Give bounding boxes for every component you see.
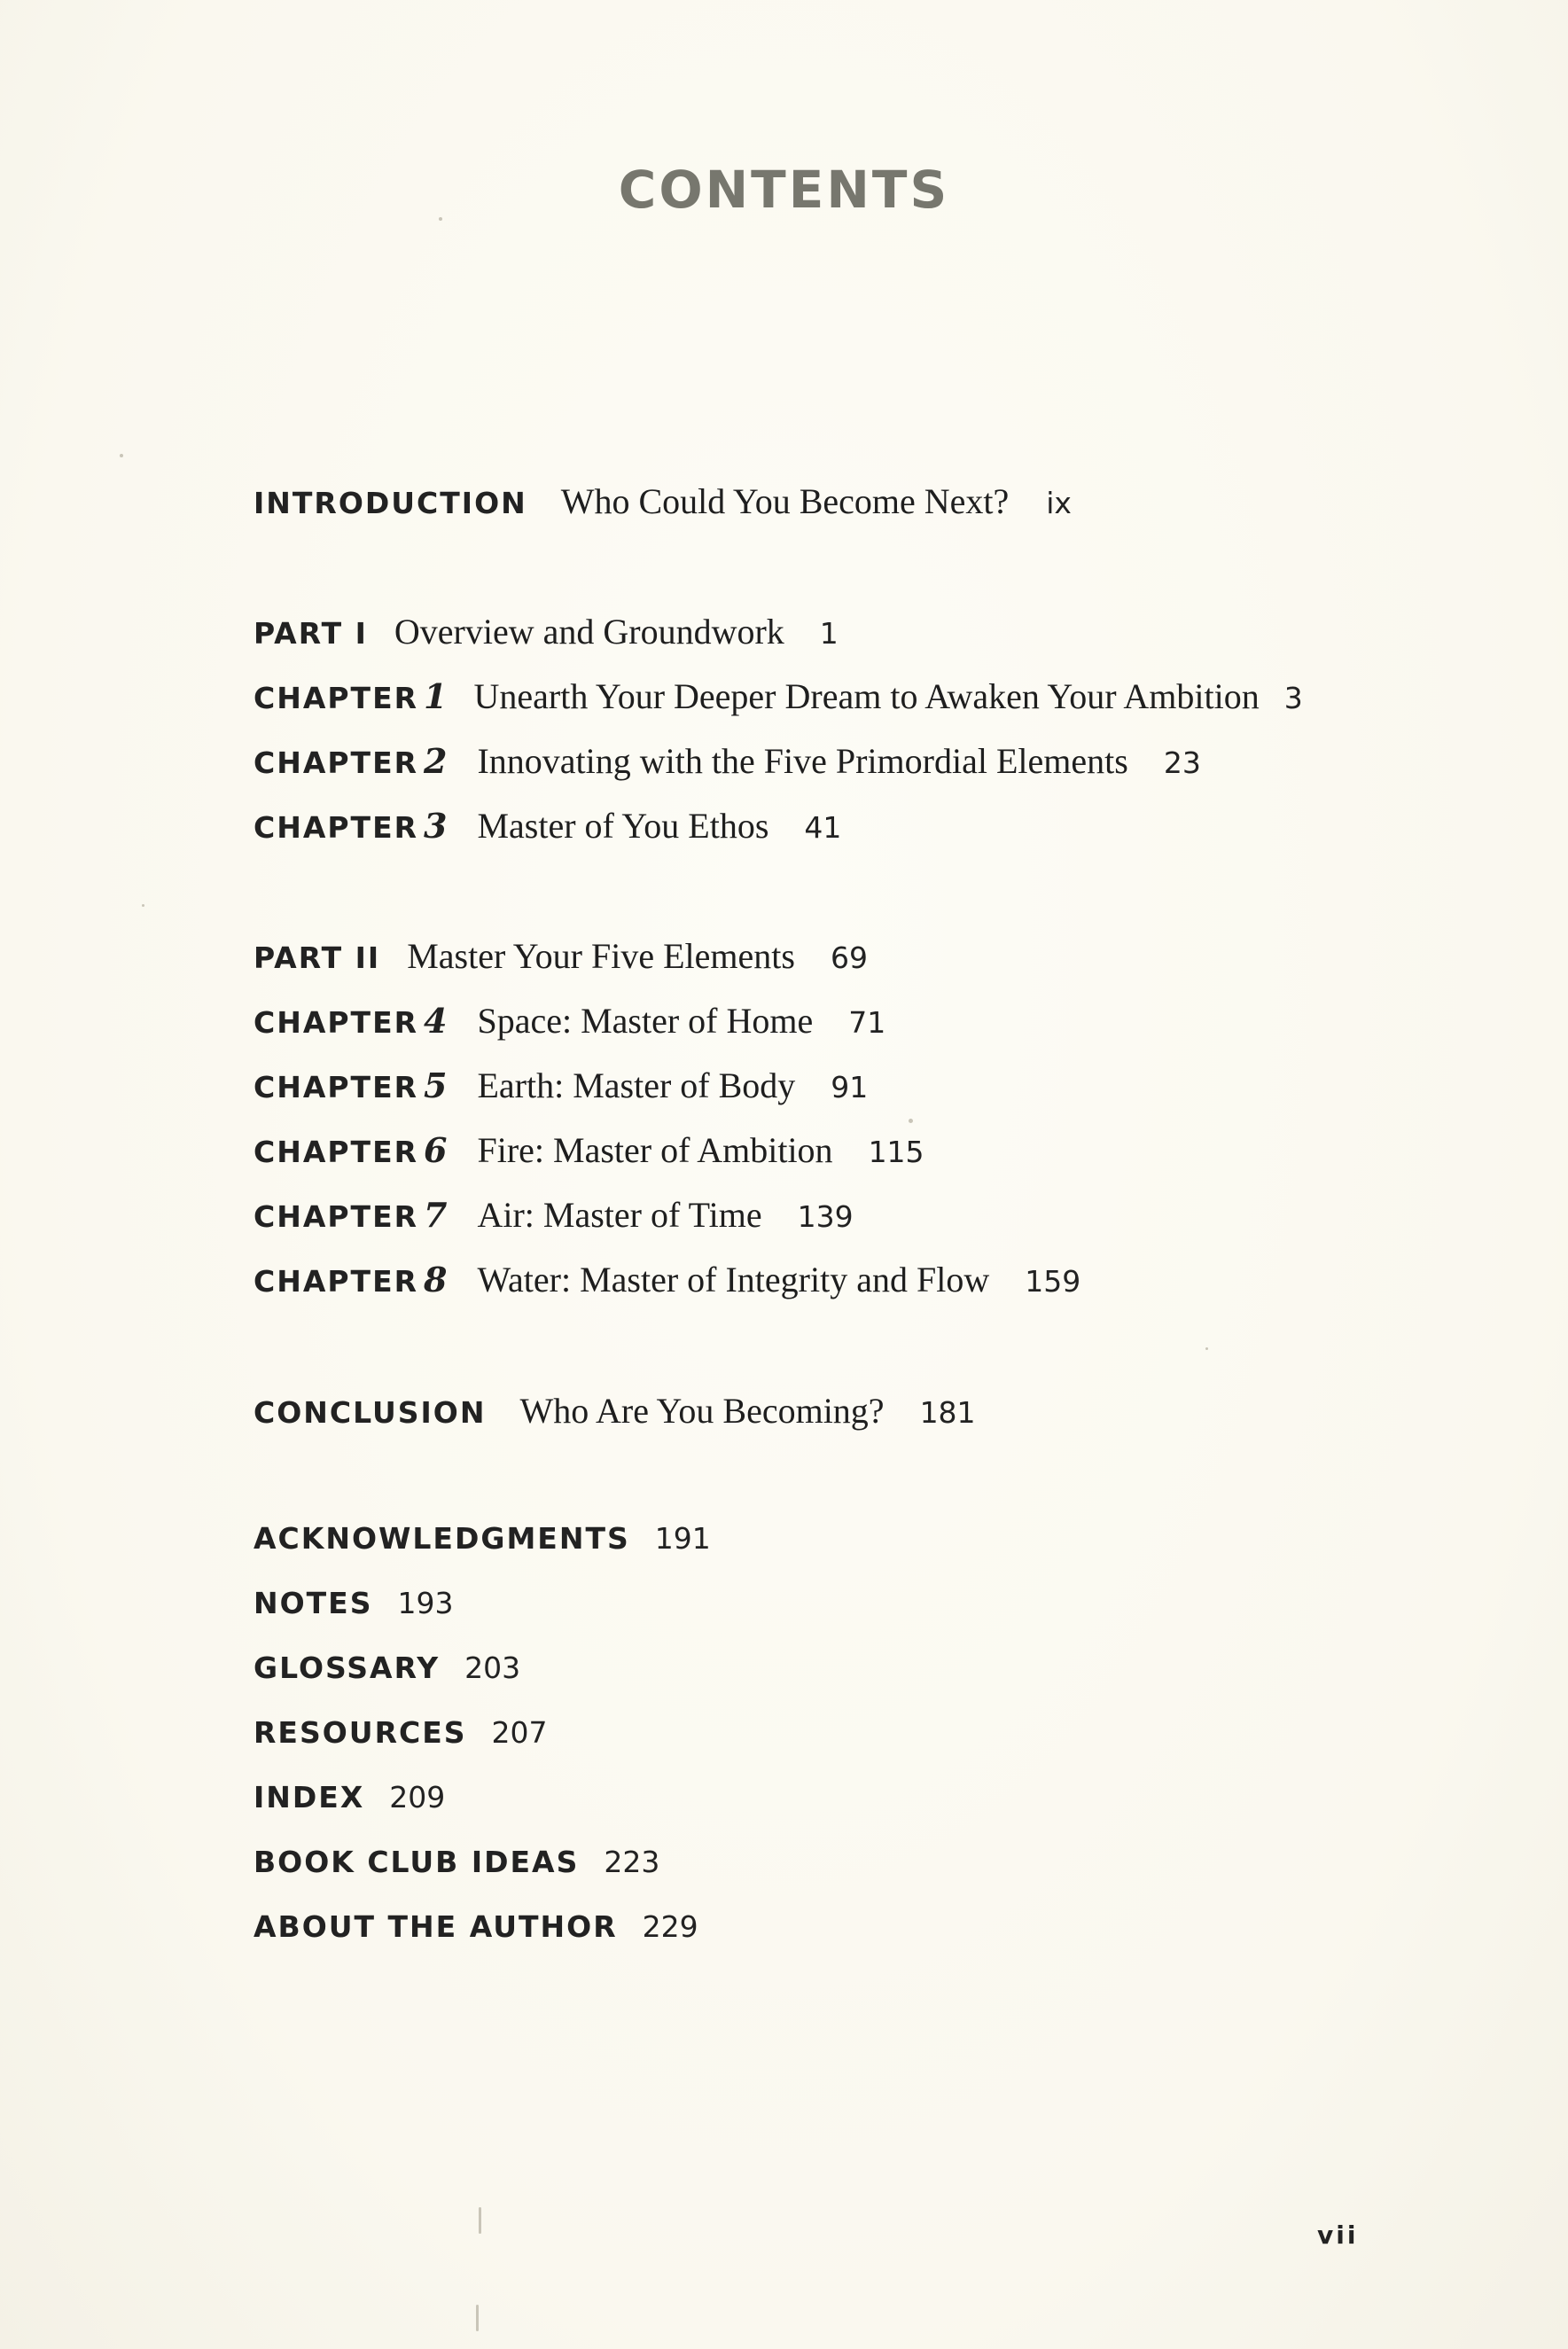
entry-title: Fire: Master of Ambition [477, 1130, 833, 1170]
scan-speck [439, 217, 442, 221]
entry-label: CHAPTER [254, 810, 419, 845]
page-folio: vii [1317, 2220, 1359, 2250]
entry-page-number: ix [1046, 486, 1072, 520]
chapter-number: 3 [424, 806, 448, 846]
entry-label: CHAPTER [254, 1005, 419, 1040]
toc-entry-about-the-author[interactable] [254, 1909, 698, 1944]
toc-entry-part-2[interactable] [254, 936, 868, 976]
scan-speck [479, 2207, 481, 2234]
entry-page-number: 223 [604, 1845, 660, 1879]
chapter-number: 6 [424, 1130, 448, 1170]
entry-title: Space: Master of Home [477, 1001, 814, 1041]
entry-label: CONCLUSION [254, 1395, 487, 1430]
scan-speck [142, 904, 144, 907]
scan-speck [120, 454, 123, 457]
entry-label: BOOK CLUB IDEAS [254, 1845, 580, 1879]
entry-title: Earth: Master of Body [477, 1065, 796, 1105]
toc-entry-chapter-3[interactable] [254, 808, 841, 844]
entry-page-number: 209 [389, 1780, 446, 1814]
entry-page-number: 3 [1283, 681, 1303, 715]
entry-title: Air: Master of Time [477, 1195, 762, 1235]
entry-label: INDEX [254, 1780, 365, 1814]
entry-label: PART II [254, 940, 381, 975]
toc-entry-book-club-ideas[interactable] [254, 1847, 659, 1877]
entry-page-number: 71 [848, 1005, 886, 1040]
entry-label: CHAPTER [254, 1070, 419, 1104]
toc-entry-chapter-7[interactable] [254, 1195, 854, 1235]
toc-entry-glossary[interactable] [254, 1651, 521, 1685]
toc-entry-resources[interactable] [254, 1715, 548, 1750]
entry-title: Who Are You Becoming? [519, 1391, 885, 1431]
toc-entry-chapter-2[interactable] [254, 741, 1201, 781]
toc-entry-acknowledgments[interactable] [254, 1521, 711, 1556]
entry-page-number: 1 [819, 616, 839, 651]
entry-label: RESOURCES [254, 1715, 467, 1750]
entry-label: CHAPTER [254, 745, 419, 780]
toc-entry-chapter-6[interactable] [254, 1130, 924, 1170]
entry-title: Master Your Five Elements [407, 936, 795, 976]
chapter-number: 8 [424, 1260, 448, 1299]
toc-entry-index[interactable] [254, 1780, 446, 1814]
entry-label: GLOSSARY [254, 1651, 441, 1685]
chapter-number: 5 [424, 1065, 448, 1105]
entry-label: INTRODUCTION [254, 486, 527, 520]
entry-page-number: 207 [491, 1715, 548, 1750]
entry-label: CHAPTER [254, 1135, 419, 1169]
entry-title: Innovating with the Five Primordial Elements [477, 741, 1128, 781]
entry-title: Who Could You Become Next? [560, 481, 1010, 521]
toc-entry-part-1[interactable] [254, 614, 839, 650]
entry-title: Water: Master of Integrity and Flow [477, 1260, 990, 1299]
scan-speck [476, 2305, 479, 2331]
scan-speck [909, 1119, 913, 1123]
entry-title: Overview and Groundwork [394, 612, 784, 652]
chapter-number: 7 [424, 1195, 448, 1235]
entry-title: Unearth Your Deeper Dream to Awaken Your Ambition [473, 676, 1260, 716]
entry-page-number: 115 [868, 1135, 924, 1169]
entry-page-number: 91 [831, 1070, 869, 1104]
chapter-number: 4 [424, 1001, 448, 1041]
toc-entry-chapter-4[interactable] [254, 1003, 885, 1039]
entry-label: CHAPTER [254, 1199, 419, 1234]
page-title: CONTENTS [618, 160, 950, 220]
entry-page-number: 229 [642, 1909, 698, 1944]
entry-page-number: 191 [654, 1521, 711, 1556]
toc-entry-chapter-1[interactable] [254, 676, 1303, 716]
entry-page-number: 181 [919, 1395, 976, 1430]
entry-label: CHAPTER [254, 1264, 419, 1299]
entry-page-number: 139 [797, 1199, 854, 1234]
scan-speck [1205, 1347, 1208, 1350]
entry-label: CHAPTER [254, 681, 419, 715]
entry-label: ACKNOWLEDGMENTS [254, 1521, 630, 1556]
toc-entry-chapter-8[interactable] [254, 1262, 1080, 1298]
toc-entry-introduction[interactable] [254, 481, 1072, 521]
chapter-number: 1 [424, 676, 448, 716]
entry-page-number: 159 [1025, 1264, 1081, 1299]
entry-label: NOTES [254, 1586, 373, 1620]
entry-title: Master of You Ethos [477, 806, 769, 846]
toc-entry-chapter-5[interactable] [254, 1065, 869, 1105]
entry-page-number: 69 [830, 940, 868, 975]
entry-page-number: 23 [1163, 745, 1201, 780]
entry-label: ABOUT THE AUTHOR [254, 1909, 618, 1944]
toc-entry-notes[interactable] [254, 1588, 454, 1618]
chapter-number: 2 [424, 741, 448, 781]
entry-page-number: 41 [804, 810, 842, 845]
toc-entry-conclusion[interactable] [254, 1393, 976, 1429]
entry-page-number: 203 [464, 1651, 521, 1685]
entry-page-number: 193 [397, 1586, 454, 1620]
entry-label: PART I [254, 616, 368, 651]
